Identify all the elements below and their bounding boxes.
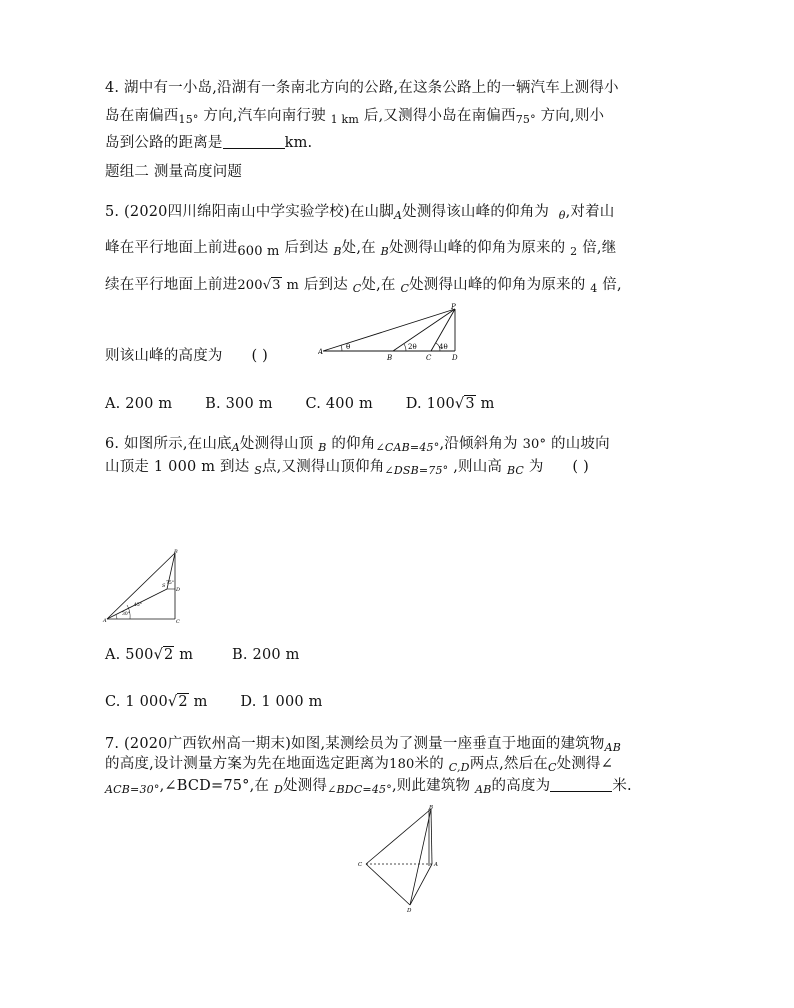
label-B: B: [429, 805, 434, 811]
q5-option-c[interactable]: C. 400 m: [305, 396, 373, 412]
q6-option-d[interactable]: D. 1 000 m: [240, 694, 323, 710]
q6-option-b[interactable]: B. 200 m: [232, 647, 300, 663]
angle-2theta: 2θ: [408, 343, 417, 351]
q6-line1: 6. 如图所示,在山底$_A$处测得山顶 $_B$ 的仰角$_{\angle CAB=45^\circ}$,沿倾斜角为 30° 的山坡向: [105, 436, 610, 454]
angle-30: 30°: [122, 612, 130, 617]
section-title: 题组二 测量高度问题: [105, 164, 243, 180]
q5-option-b[interactable]: B. 300 m: [205, 396, 273, 412]
q4-line3: 岛到公路的距离是 km.: [105, 135, 313, 151]
label-B: B: [387, 354, 393, 362]
q5-line1: 5. (2020四川绵阳南山中学实验学校)在山脚$_A$处测得该山峰的仰角为 $_\theta$,对着山: [105, 204, 615, 222]
q7-line2: 的高度,设计测量方案为先在地面选定距离为180米的 $_{C,D}$两点,然后在$_C$处测得∠: [105, 756, 614, 774]
label-C: C: [358, 862, 363, 868]
q4-line2: 岛在南偏西$_{15^\circ}$ 方向,汽车向南行驶 $_{1 km}$ 后,又测得小岛在南偏西$_{75^\circ}$ 方向,则小: [105, 108, 605, 126]
label-C: C: [176, 619, 180, 625]
label-A: A: [103, 618, 107, 624]
q5-figure: [318, 303, 468, 363]
q6-options-row2: [105, 694, 323, 710]
label-D: D: [452, 354, 458, 362]
angle-4theta: 4θ: [439, 343, 448, 351]
q5-options: [105, 396, 495, 412]
label-D: D: [407, 908, 412, 914]
q5-line3: 续在平行地面上前进200√3 m 后到达 $_C$处,在 $_C$处测得山峰的仰角为原来的 $_4$ 倍,: [105, 277, 622, 295]
q5-option-a[interactable]: A. 200 m: [105, 396, 173, 412]
q6-option-a[interactable]: A. 500√2 m: [105, 647, 194, 663]
answer-blank: [550, 777, 612, 792]
angle-75: 75°: [166, 581, 174, 586]
q6-figure: [100, 545, 190, 625]
q4-line1: 4. 湖中有一小岛,沿湖有一条南北方向的公路,在这条公路上的一辆汽车上测得小: [105, 80, 619, 96]
label-S: S: [162, 583, 166, 589]
angle-theta: θ: [346, 343, 351, 351]
label-P: P: [451, 303, 456, 311]
label-A: A: [434, 862, 438, 868]
q5-option-d[interactable]: D. 100√3 m: [405, 396, 495, 412]
q6-options-row1: [105, 647, 300, 663]
q6-option-c[interactable]: C. 1 000√2 m: [105, 694, 208, 710]
label-D: D: [176, 587, 181, 593]
q7-figure: [350, 800, 450, 915]
answer-blank: [223, 134, 285, 149]
angle-45: 45°: [134, 603, 142, 608]
q7-line3: $_{ACB=30^\circ}$,∠BCD=75°,在 $_D$处测得$_{\angle BDC=45^\circ}$,则此建筑物 $_{AB}$的高度为 米.: [105, 778, 632, 796]
q6-line2: 山顶走 1 000 m 到达 $_S$点,又测得山顶仰角$_{\angle DSB=75^\circ}$ ,则山高 $_{BC}$ 为 ( ): [105, 459, 589, 477]
label-A: A: [318, 348, 324, 356]
q5-line2: 峰在平行地面上前进600 m 后到达 $_B$处,在 $_B$处测得山峰的仰角为原来的 $_2$ 倍,继: [105, 240, 617, 259]
label-C: C: [426, 354, 432, 362]
q5-line4: 则该山峰的高度为 ( ): [105, 348, 268, 364]
label-B: B: [174, 549, 178, 555]
q7-line1: 7. (2020广西钦州高一期末)如图,某测绘员为了测量一座垂直于地面的建筑物$_{AB}$: [105, 736, 622, 754]
